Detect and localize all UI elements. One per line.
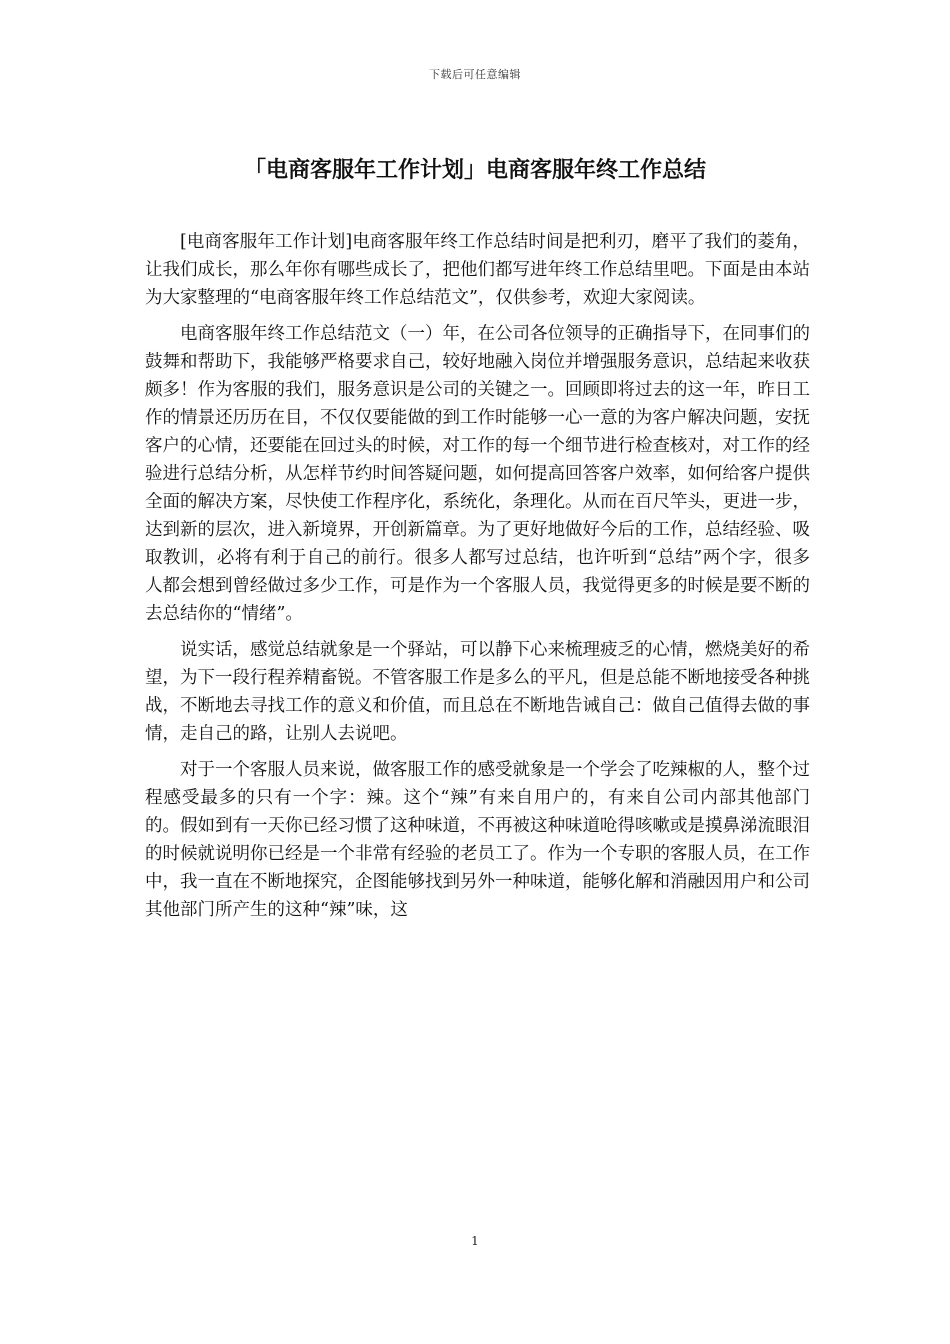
page-header-note: 下载后可任意编辑	[429, 68, 521, 81]
document-body	[145, 228, 810, 932]
paragraph-honest-talk: 说实话，感觉总结就象是一个驿站，可以静下心来梳理疲乏的心情，燃烧美好的希望，为下一段行程养精畜锐。不管客服工作是多么的平凡，但是总能不断地接受各种挑战，不断地去寻找工作的意义和价值，而且总在不断地告诫自己：做自己值得去做的事情，走自己的路，让别人去说吧。	[145, 640, 810, 744]
page-number: 1	[471, 1234, 479, 1248]
paragraph-intro: [电商客服年工作计划]电商客服年终工作总结时间是把利刃，磨平了我们的菱角，让我们成长，那么年你有哪些成长了，把他们都写进年终工作总结里吧。下面是由本站为大家整理的“电商客服年终工作总结范文”，仅供参考，欢迎大家阅读。	[145, 232, 810, 308]
paragraph-sample-one: 电商客服年终工作总结范文（一）年，在公司各位领导的正确指导下，在同事们的鼓舞和帮助下，我能够严格要求自己，较好地融入岗位并增强服务意识，总结起来收获颇多！作为客服的我们，服务意识是公司的关键之一。回顾即将过去的这一年，昨日工作的情景还历历在目，不仅仅要能做的到工作时能够一心一意的为客户解决问题，安抚客户的心情，还要能在回过头的时候，对工作的每一个细节进行检查核对，对工作的经验进行总结分析，从怎样节约时间答疑问题，如何提高回答客户效率，如何给客户提供全面的解决方案，尽快使工作程序化，系统化，条理化。从而在百尺竿头，更进一步，达到新的层次，进入新境界，开创新篇章。为了更好地做好今后的工作，总结经验、吸取教训，必将有利于自己的前行。很多人都写过总结，也许听到“总结”两个字，很多人都会想到曾经做过多少工作，可是作为一个客服人员，我觉得更多的时候是要不断的去总结你的“情绪”。	[145, 324, 810, 624]
document-title: 「电商客服年工作计划」电商客服年终工作总结	[243, 158, 706, 183]
paragraph-spicy-taste: 对于一个客服人员来说，做客服工作的感受就象是一个学会了吃辣椒的人，整个过程感受最多的只有一个字：辣。这个“辣”有来自用户的，有来自公司内部其他部门的。假如到有一天你已经习惯了这种味道，不再被这种味道呛得咳嗽或是摸鼻涕流眼泪的时候就说明你已经是一个非常有经验的老员工了。作为一个专职的客服人员，在工作中，我一直在不断地探究，企图能够找到另外一种味道，能够化解和消融因用户和公司其他部门所产生的这种“辣”味，这	[145, 760, 810, 920]
